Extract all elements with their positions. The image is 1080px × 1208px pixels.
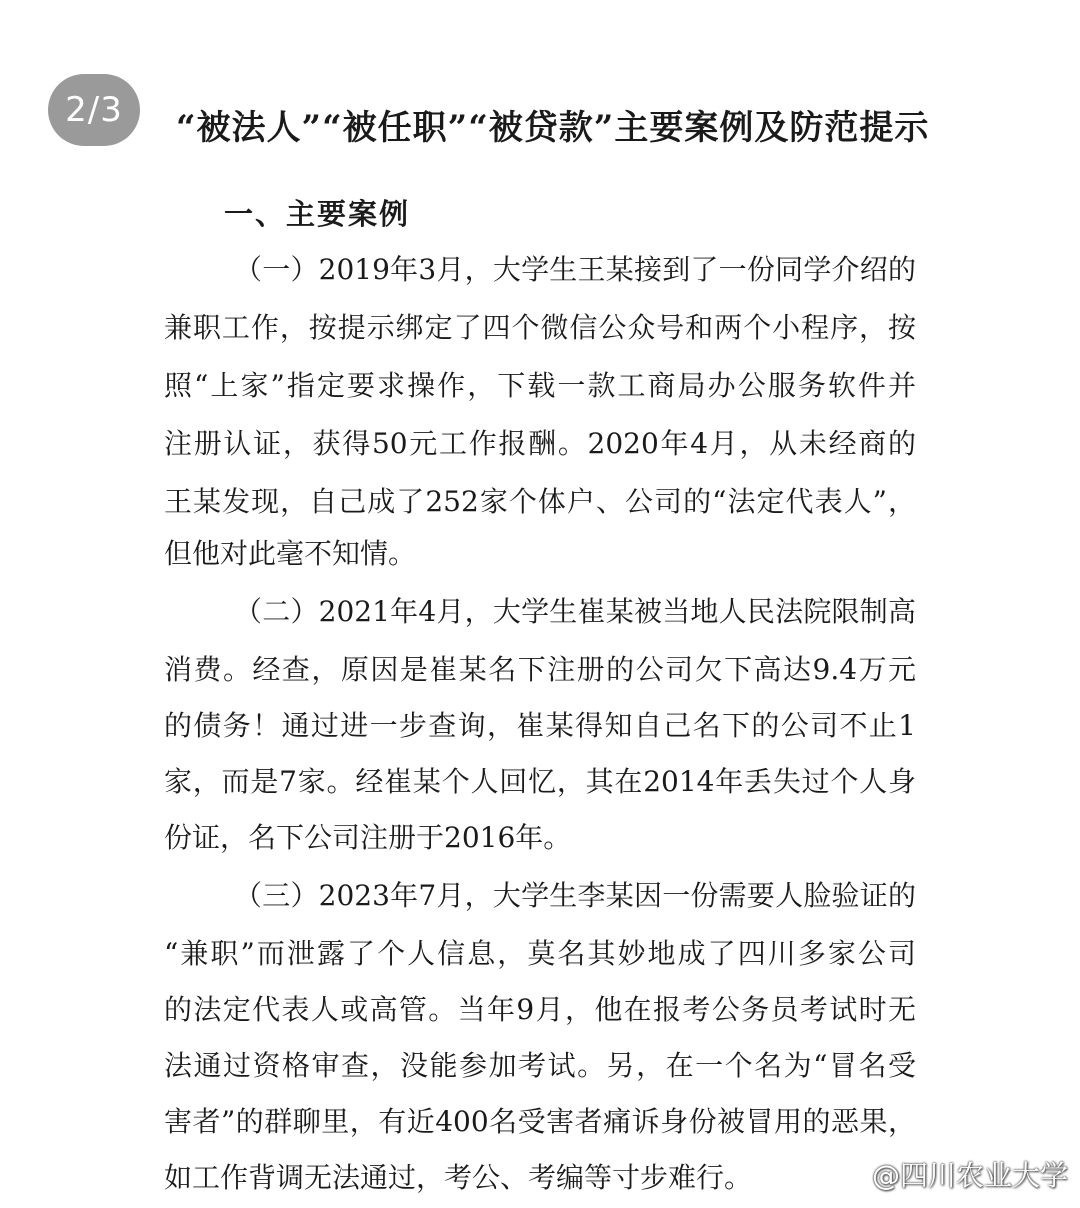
page-indicator-badge: 2/3 bbox=[48, 74, 140, 146]
paragraph-line: 兼职工作，按提示绑定了四个微信公众号和两个小程序，按 bbox=[164, 311, 916, 344]
paragraph-line: 的债务！通过进一步查询，崔某得知自己名下的公司不止1 bbox=[164, 709, 916, 742]
paragraph-line: 的法定代表人或高管。当年9月，他在报考公务员考试时无 bbox=[164, 993, 916, 1026]
paragraph-line: （二）2021年4月，大学生崔某被当地人民法院限制高 bbox=[234, 595, 916, 628]
weibo-watermark bbox=[832, 1154, 1068, 1194]
paragraph-line: （一）2019年3月，大学生王某接到了一份同学介绍的 bbox=[234, 253, 916, 286]
section-heading: 一、主要案例 bbox=[224, 197, 411, 231]
paragraph-line: 但他对此毫不知情。 bbox=[164, 537, 417, 570]
paragraph-line: 如工作背调无法通过，考公、考编等寸步难行。 bbox=[164, 1161, 753, 1194]
watermark-text: @四川农业大学 bbox=[871, 1159, 1068, 1192]
paragraph-line: 照“上家”指定要求操作，下载一款工商局办公服务软件并 bbox=[164, 369, 916, 402]
paragraph-line: 害者”的群聊里，有近400名受害者痛诉身份被冒用的恶果， bbox=[164, 1105, 916, 1138]
document-title: “被法人”“被任职”“被贷款”主要案例及防范提示 bbox=[176, 108, 930, 148]
paragraph-line: “兼职”而泄露了个人信息，莫名其妙地成了四川多家公司 bbox=[164, 937, 916, 970]
paragraph-line: 王某发现，自己成了252家个体户、公司的“法定代表人”， bbox=[164, 485, 916, 518]
paragraph-line: 注册认证，获得50元工作报酬。2020年4月，从未经商的 bbox=[164, 427, 916, 460]
paragraph-line: 消费。经查，原因是崔某名下注册的公司欠下高达9.4万元 bbox=[164, 653, 916, 686]
weibo-icon bbox=[832, 1159, 866, 1189]
paragraph-line: （三）2023年7月，大学生李某因一份需要人脸验证的 bbox=[234, 879, 916, 912]
paragraph-line: 份证，名下公司注册于2016年。 bbox=[164, 821, 572, 854]
paragraph-line: 法通过资格审查，没能参加考试。另，在一个名为“冒名受 bbox=[164, 1049, 916, 1082]
paragraph-line: 家，而是7家。经崔某个人回忆，其在2014年丢失过个人身 bbox=[164, 765, 916, 798]
